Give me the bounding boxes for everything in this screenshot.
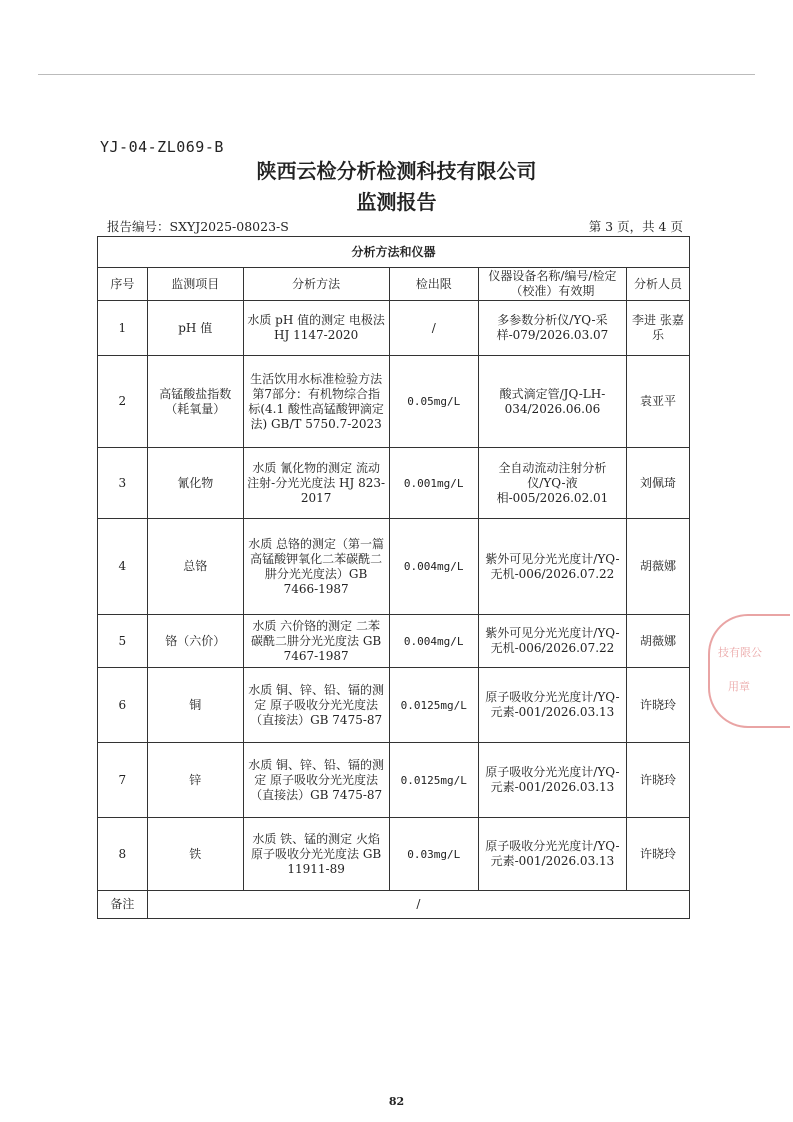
row-instrument: 酸式滴定管/JQ-LH-034/2026.06.06: [478, 356, 626, 448]
company-seal: [708, 614, 790, 728]
remark-label: 备注: [98, 891, 148, 919]
table-row: [98, 356, 690, 448]
row-no: 2: [98, 356, 148, 448]
row-limit: 0.05mg/L: [389, 356, 478, 448]
col-header-item: 监测项目: [147, 268, 243, 301]
row-item: pH 值: [147, 301, 243, 356]
row-item: 总铬: [147, 519, 243, 615]
row-limit: 0.001mg/L: [389, 448, 478, 519]
page-number: 82: [388, 1095, 405, 1108]
row-method: 水质 氰化物的测定 流动注射-分光光度法 HJ 823-2017: [243, 448, 389, 519]
table-row: [98, 743, 690, 818]
row-method: 水质 总铬的测定（第一篇 高锰酸钾氧化二苯碳酰二肼分光光度法）GB 7466-1987: [243, 519, 389, 615]
row-instrument: 原子吸收分光光度计/YQ-元素-001/2026.03.13: [478, 743, 626, 818]
row-item: 高锰酸盐指数（耗氧量）: [147, 356, 243, 448]
row-method: 生活饮用水标准检验方法 第7部分：有机物综合指标(4.1 酸性高锰酸钾滴定法) GB/T 5750.7-2023: [243, 356, 389, 448]
company-name: 陕西云检分析检测科技有限公司: [256, 159, 537, 183]
row-limit: /: [389, 301, 478, 356]
row-no: 7: [98, 743, 148, 818]
row-analyst: 许晓玲: [626, 743, 689, 818]
col-header-limit: 检出限: [389, 268, 478, 301]
doc-code: YJ-04-ZL069-B: [100, 138, 224, 156]
row-analyst: 刘佩琦: [626, 448, 689, 519]
col-header-instrument: 仪器设备名称/编号/检定（校准）有效期: [478, 268, 626, 301]
top-rule: [38, 74, 755, 75]
row-instrument: 紫外可见分光光度计/YQ-无机-006/2026.07.22: [478, 615, 626, 668]
remark-row: [98, 891, 690, 919]
row-method: 水质 pH 值的测定 电极法 HJ 1147-2020: [243, 301, 389, 356]
row-item: 铁: [147, 818, 243, 891]
col-header-no: 序号: [98, 268, 148, 301]
row-item: 锌: [147, 743, 243, 818]
row-item: 铜: [147, 668, 243, 743]
page-info: 第 3 页，共 4 页: [588, 219, 683, 234]
row-method: 水质 铜、锌、铅、镉的测定 原子吸收分光光度法（直接法）GB 7475-87: [243, 743, 389, 818]
row-limit: 0.03mg/L: [389, 818, 478, 891]
remark-value: /: [147, 891, 689, 919]
section-title: 分析方法和仪器: [98, 237, 690, 268]
table-row: [98, 448, 690, 519]
row-instrument: 原子吸收分光光度计/YQ-元素-001/2026.03.13: [478, 668, 626, 743]
row-analyst: 李进 张嘉乐: [626, 301, 689, 356]
row-no: 5: [98, 615, 148, 668]
table-row: [98, 668, 690, 743]
row-limit: 0.004mg/L: [389, 519, 478, 615]
report-number: 报告编号：SXYJ2025-08023-S: [107, 219, 289, 234]
col-header-method: 分析方法: [243, 268, 389, 301]
col-header-analyst: 分析人员: [626, 268, 689, 301]
table-row: [98, 301, 690, 356]
row-no: 4: [98, 519, 148, 615]
row-no: 8: [98, 818, 148, 891]
row-analyst: 胡薇娜: [626, 615, 689, 668]
row-limit: 0.004mg/L: [389, 615, 478, 668]
row-limit: 0.0125mg/L: [389, 743, 478, 818]
row-no: 1: [98, 301, 148, 356]
row-analyst: 胡薇娜: [626, 519, 689, 615]
row-instrument: 紫外可见分光光度计/YQ-无机-006/2026.07.22: [478, 519, 626, 615]
row-method: 水质 铜、锌、铅、镉的测定 原子吸收分光光度法（直接法）GB 7475-87: [243, 668, 389, 743]
row-analyst: 许晓玲: [626, 668, 689, 743]
table-row: [98, 519, 690, 615]
report-title: 监测报告: [356, 190, 437, 214]
row-method: 水质 铁、锰的测定 火焰原子吸收分光光度法 GB 11911-89: [243, 818, 389, 891]
row-limit: 0.0125mg/L: [389, 668, 478, 743]
row-analyst: 袁亚平: [626, 356, 689, 448]
table-row: [98, 818, 690, 891]
seal-text-1: 技有限公: [718, 646, 762, 659]
seal-text-2: 用章: [728, 680, 750, 693]
methods-table: [97, 236, 690, 919]
row-no: 3: [98, 448, 148, 519]
row-instrument: 全自动流动注射分析仪/YQ-液相-005/2026.02.01: [478, 448, 626, 519]
table-row: [98, 615, 690, 668]
row-analyst: 许晓玲: [626, 818, 689, 891]
row-no: 6: [98, 668, 148, 743]
row-item: 铬（六价）: [147, 615, 243, 668]
row-item: 氰化物: [147, 448, 243, 519]
row-method: 水质 六价铬的测定 二苯碳酰二肼分光光度法 GB 7467-1987: [243, 615, 389, 668]
row-instrument: 原子吸收分光光度计/YQ-元素-001/2026.03.13: [478, 818, 626, 891]
row-instrument: 多参数分析仪/YQ-采样-079/2026.03.07: [478, 301, 626, 356]
